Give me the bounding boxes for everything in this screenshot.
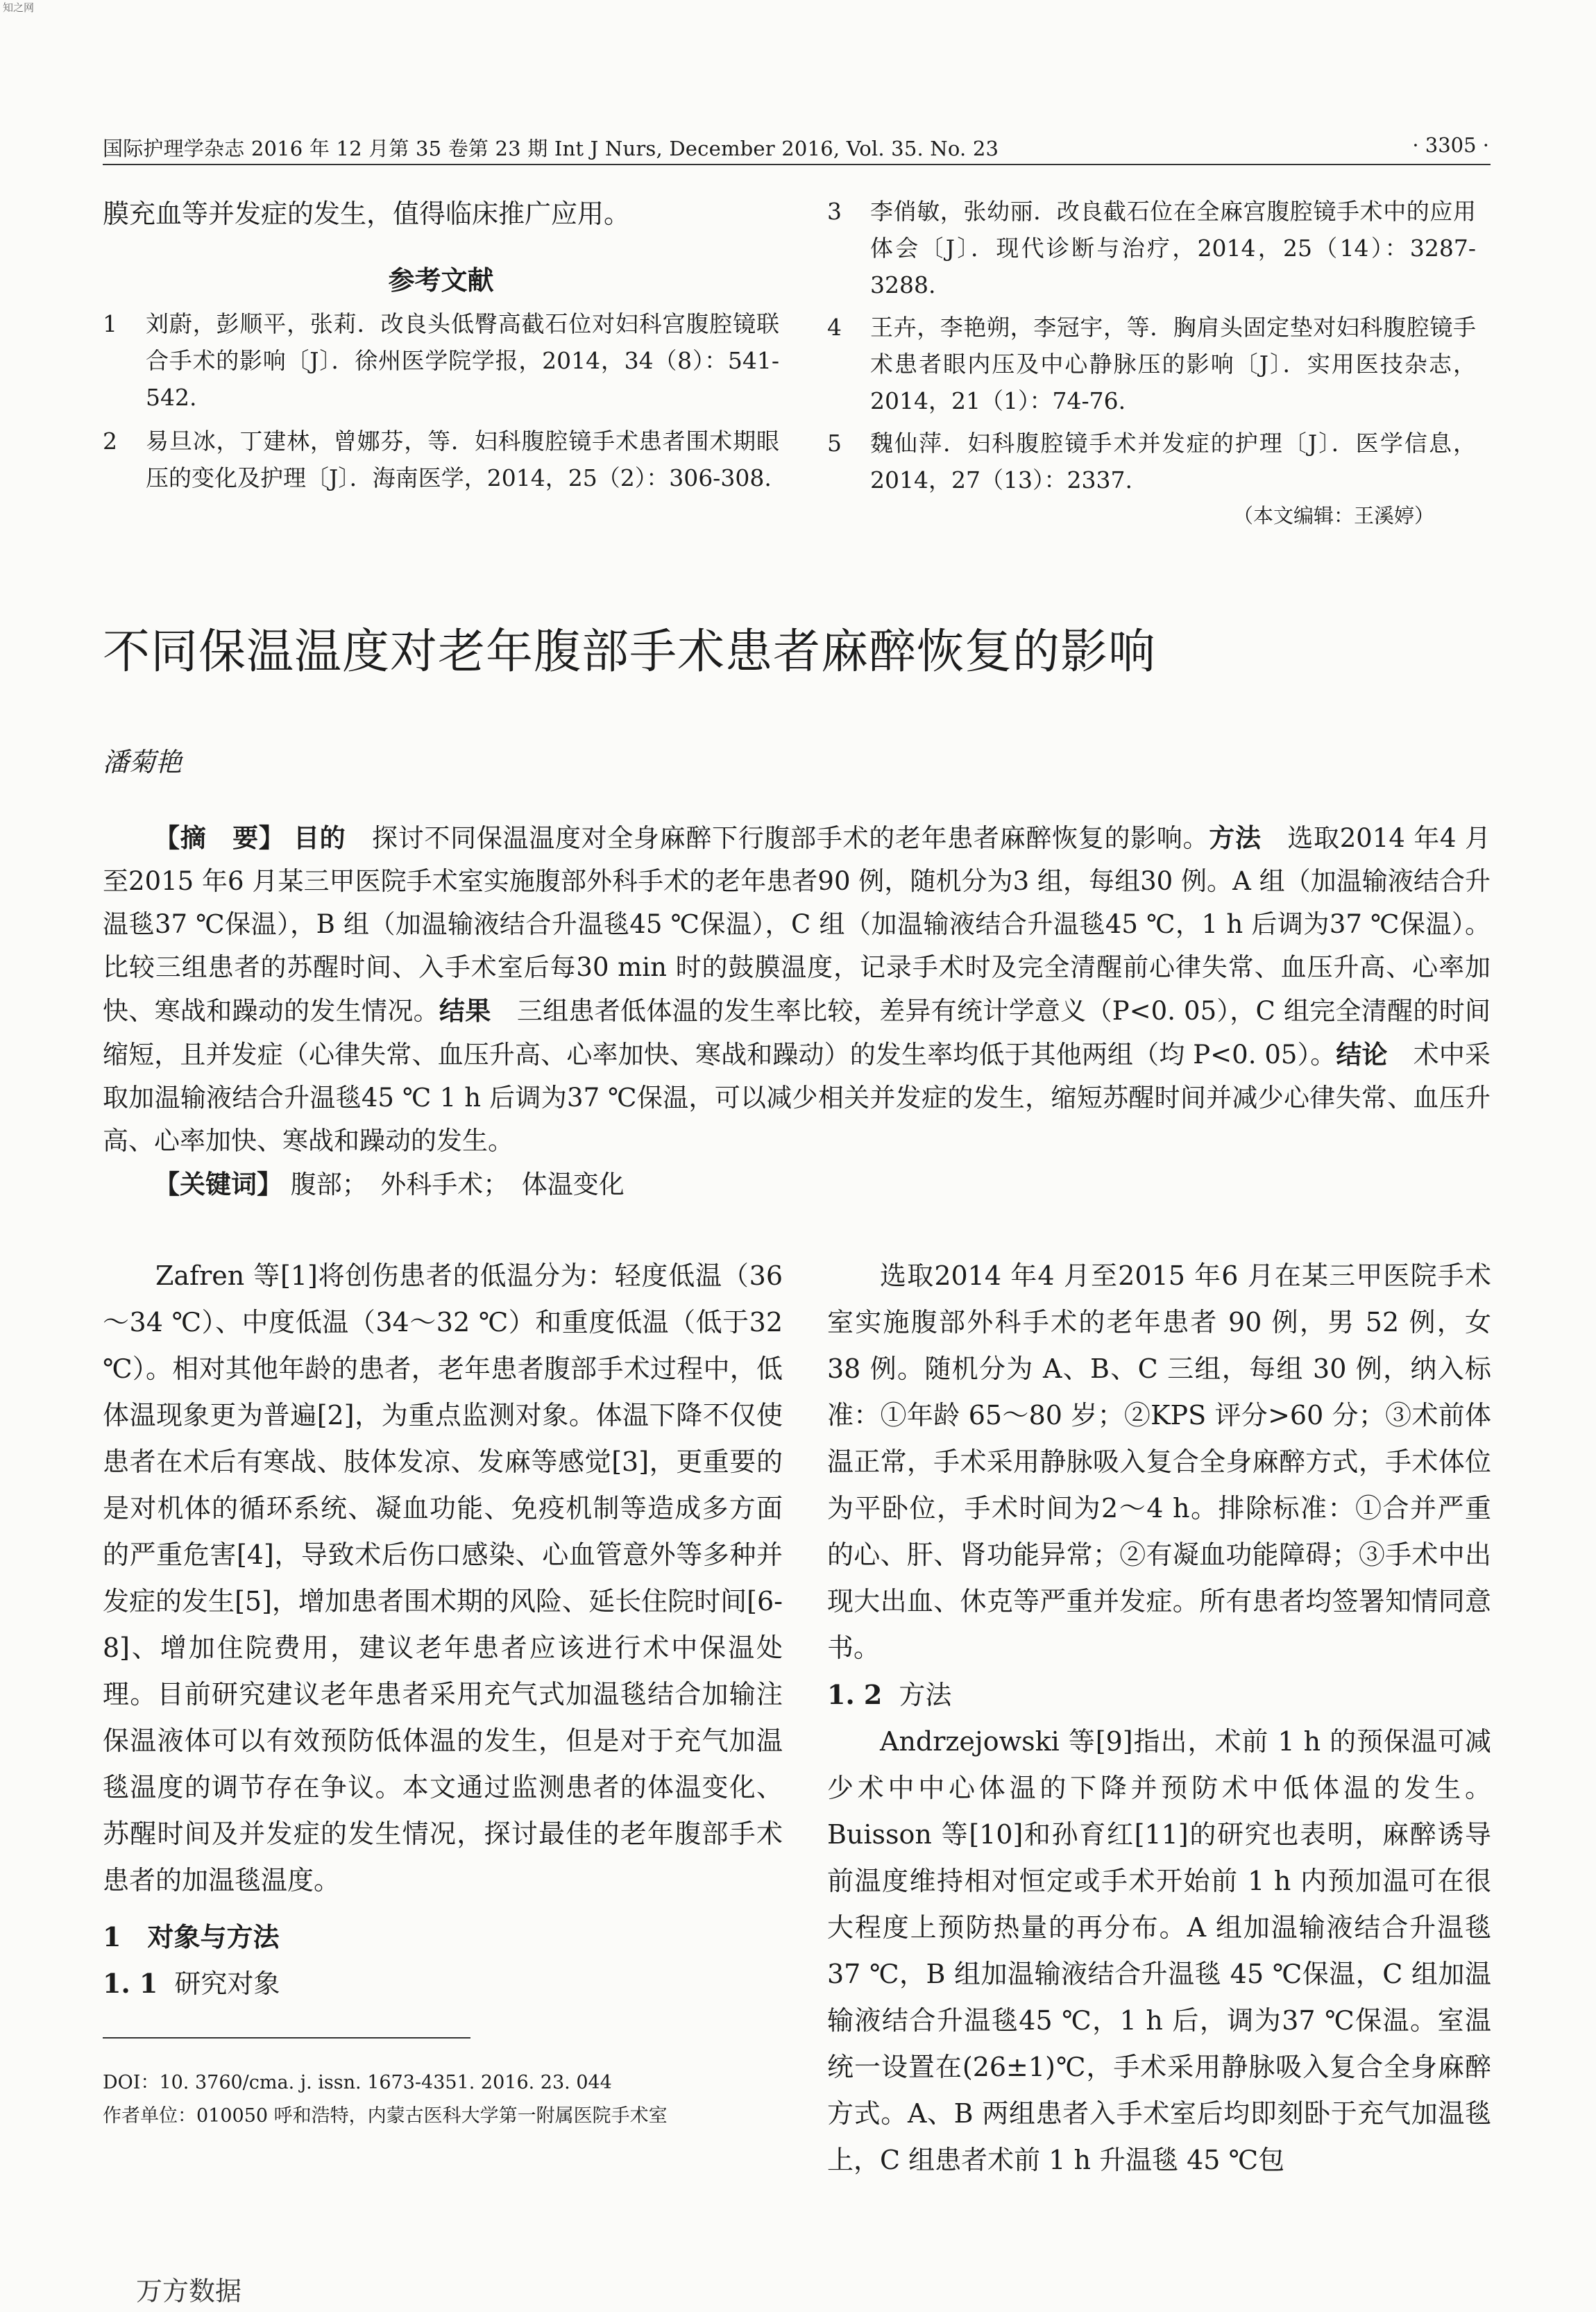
running-header: 国际护理学杂志 2016 年 12 月第 35 卷第 23 期 Int J Nurs, December 2016, Vol. 35. No. 23 <box>103 137 999 160</box>
article-title: 不同保温温度对老年腹部手术患者麻醉恢复的影响 <box>103 625 1157 680</box>
footnote-affiliation: 作者单位：010050 呼和浩特，内蒙古医科大学第一附属医院手术室 <box>103 2105 668 2127</box>
keywords <box>103 1163 1491 1206</box>
abstract <box>103 816 1491 1206</box>
conclusion-label: 结论 <box>1336 1039 1388 1070</box>
result-label: 结果 <box>439 995 491 1026</box>
method-text: 选取2014 年4 月至2015 年6 月某三甲医院手术室实施腹部外科手术的老年患者90 例，随机分为3 组，每组30 例。A 组（加温输液结合升温毯37 ℃保温），B 组（加温输液结合升温毯45 ℃保温），C 组（加温输液结合升温毯45 ℃，1 h 后调为37 ℃保温）。比较三组患者的苏醒时间、入手术室后每30 min 时的鼓膜温度，记录手术时及完全清醒前心律失常、血压升高、心率加快、寒战和躁动的发生情况。 <box>103 823 1491 1026</box>
methods-paragraph: Andrzejowski 等[9]指出，术前 1 h 的预保温可减少术中中心体温的下降并预防术中低体温的发生。Buisson 等[10]和孙育红[11]的研究也表明，麻醉诱导前温度维持相对恒定或手术开始前 1 h 内预加温可在很大程度上预防热量的再分布。A 组加温输液结合升温毯 37 ℃，B 组加温输液结合升温毯 45 ℃保温，C 组加温输液结合升温毯45 ℃，1 h 后，调为37 ℃保温。室温统一设置在(26±1)℃，手术采用静脉吸入复合全身麻醉方式。A、B 两组患者入手术室后均即刻卧于充气加温毯上，C 组患者术前 1 h 升温毯 45 ℃包 <box>827 1726 1491 2175</box>
prev-article-left <box>103 193 779 496</box>
header-rule <box>103 164 1491 165</box>
footnote-rule <box>103 2037 470 2039</box>
purpose-label: 目的 <box>293 822 346 853</box>
body-left <box>103 1253 783 2007</box>
purpose-text: 探讨不同保温温度对全身麻醉下行腹部手术的老年患者麻醉恢复的影响。 <box>372 823 1209 853</box>
section-1-1-heading <box>103 1960 783 2007</box>
keywords-items: 腹部； 外科手术； 体温变化 <box>290 1170 625 1199</box>
reference-item: 4 王卉，李艳朔，李冠宇，等．胸肩头固定垫对妇科腹腔镜手术患者眼内压及中心静脉压的影响〔J〕．实用医技杂志，2014，21（1）：74-76. <box>827 314 1476 414</box>
article-author: 潘菊艳 <box>103 747 182 777</box>
abstract-label: 【摘 要】 <box>154 822 285 853</box>
section-1-2-heading <box>827 1671 1491 1719</box>
prev-article-right <box>827 193 1476 533</box>
intro-paragraph: Zafren 等[1]将创伤患者的低温分为：轻度低温（36～34 ℃）、中度低温（34～32 ℃）和重度低温（低于32 ℃）。相对其他年龄的患者，老年患者腹部手术过程中，低体温现象更为普遍[2]，为重点监测对象。体温下降不仅使患者在术后有寒战、肢体发凉、发麻等感觉[3]，更重要的是对机体的循环系统、凝血功能、免疫机制等造成多方面的严重危害[4]，导致术后伤口感染、心血管意外等多种并发症的发生[5]，增加患者围术期的风险、延长住院时间[6-8]、增加住院费用，建议老年患者应该进行术中保温处理。目前研究建议老年患者采用充气式加温毯结合加输注保温液体可以有效预防低体温的发生，但是对于充气加温毯温度的调节存在争议。本文通过监测患者的体温变化、苏醒时间及并发症的发生情况，探讨最佳的老年腹部手术患者的加温毯温度。 <box>103 1260 783 1896</box>
abstract-body <box>103 816 1491 1163</box>
page-number: · 3305 · <box>1412 133 1489 157</box>
section-1-2-number: 1. 2 <box>827 1679 883 1710</box>
editor-note: （本文编辑：王溪婷） <box>1232 504 1434 528</box>
corner-mark: 知之网 <box>3 1 35 14</box>
method-label: 方法 <box>1209 822 1262 853</box>
body-right <box>827 1253 1491 2184</box>
result-text: 三组患者低体温的发生率比较，差异有统计学意义（P<0. 05），C 组完全清醒的时间缩短，且并发症（心律失常、血压升高、心率加快、寒战和躁动）的发生率均低于其他两组（均 P<0. 05）。 <box>103 996 1491 1070</box>
section-1-2-title: 方法 <box>899 1680 952 1710</box>
footnote-doi: DOI：10. 3760/cma. j. issn. 1673-4351. 2016. 23. 044 <box>103 2072 612 2093</box>
reference-item: 5 魏仙萍．妇科腹腔镜手术并发症的护理〔J〕．医学信息，2014，27（13）：2337. <box>827 430 1476 493</box>
keywords-label: 【关键词】 <box>154 1169 282 1199</box>
subjects-paragraph: 选取2014 年4 月至2015 年6 月在某三甲医院手术室实施腹部外科手术的老年患者 90 例，男 52 例，女 38 例。随机分为 A、B、C 三组，每组 30 例，纳入标准：①年龄 65～80 岁；②KPS 评分>60 分；③术前体温正常，手术采用静脉吸入复合全身麻醉方式，手术体位为平卧位，手术时间为2～4 h。排除标准：①合并严重的心、肝、肾功能异常；②有凝血功能障碍；③手术中出现大出血、休克等严重并发症。所有患者均签署知情同意书。 <box>827 1260 1491 1663</box>
conclusion-text: 术中采取加温输液结合升温毯45 ℃ 1 h 后调为37 ℃保温，可以减少相关并发症的发生，缩短苏醒时间并减少心律失常、血压升高、心率加快、寒战和躁动的发生。 <box>103 1040 1491 1156</box>
section-1-heading: 1 对象与方法 <box>103 1921 280 1952</box>
references-heading: 参考文献 <box>388 264 494 296</box>
section-1-1-number: 1. 1 <box>103 1968 158 1999</box>
reference-item: 1 刘蔚，彭顺平，张莉．改良头低臀高截石位对妇科宫腹腔镜联合手术的影响〔J〕．徐州医学院学报，2014，34（8）：541-542. <box>103 310 779 411</box>
reference-item: 2 易旦冰，丁建林，曾娜芬，等．妇科腹腔镜手术患者围术期眼压的变化及护理〔J〕．海南医学，2014，25（2）：306-308. <box>103 428 779 491</box>
prev-article-tail: 膜充血等并发症的发生，值得临床推广应用。 <box>103 199 631 229</box>
watermark: 万方数据 <box>136 2276 242 2306</box>
section-1-1-title: 研究对象 <box>174 1968 280 1999</box>
reference-item: 3 李俏敏，张幼丽．改良截石位在全麻宫腹腔镜手术中的应用体会〔J〕．现代诊断与治疗，2014，25（14）：3287-3288. <box>827 198 1476 298</box>
